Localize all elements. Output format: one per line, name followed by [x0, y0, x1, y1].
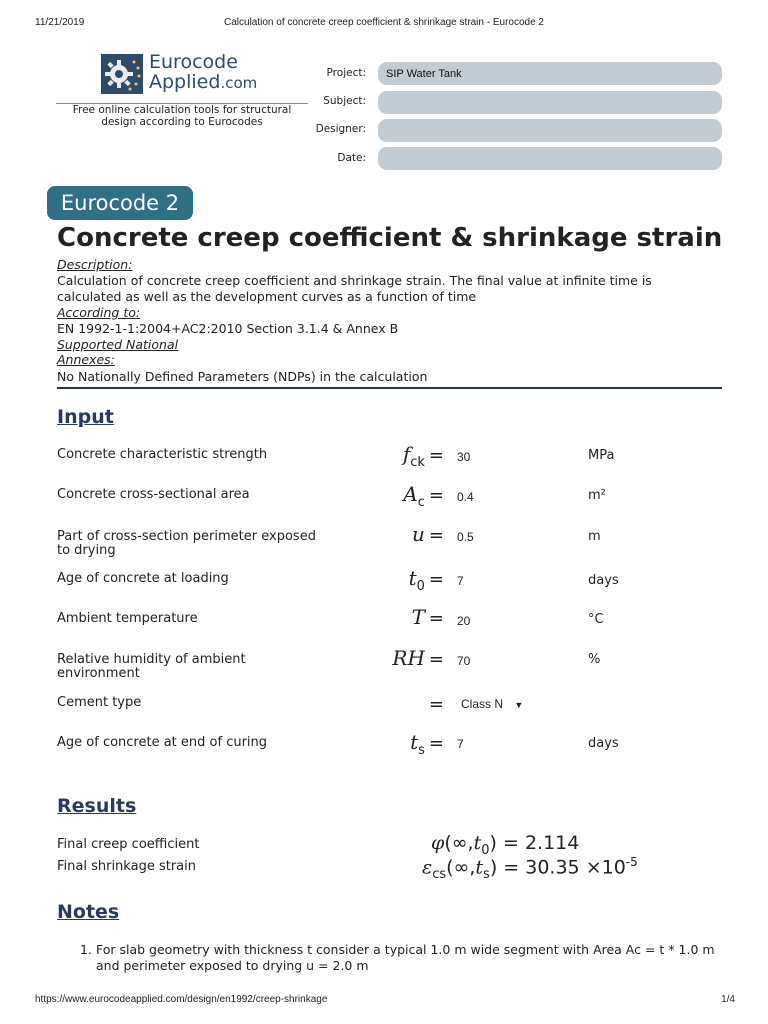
cement-type-select[interactable]: Class N ▼ — [461, 697, 524, 711]
results-heading: Results — [57, 795, 137, 817]
u-unit: m — [588, 529, 601, 544]
gear-icon — [101, 54, 143, 94]
tagline: Free online calculation tools for structural design according to Eurocodes — [72, 104, 292, 128]
according-label: According to: — [57, 305, 141, 320]
annexes-text: No Nationally Defined Parameters (NDPs) in the calculation — [57, 369, 428, 384]
subject-label: Subject: — [323, 95, 366, 107]
project-field[interactable]: SIP Water Tank — [378, 62, 722, 85]
temperature-label: Ambient temperature — [57, 611, 198, 626]
print-date: 11/21/2019 — [35, 17, 85, 28]
print-url[interactable]: https://www.eurocodeapplied.com/design/en1992/creep-shrinkage — [35, 994, 328, 1005]
fck-input[interactable]: 30 — [457, 450, 471, 464]
shrinkage-result: $\varepsilon_{cs}(\infty,t_s) = 30.35 \times 10^{-5}$ — [422, 855, 638, 883]
u-input[interactable]: 0.5 — [457, 530, 474, 544]
creep-result: $\varphi(\infty,t_0) = 2.114$ — [431, 832, 580, 858]
print-title: Calculation of concrete creep coefficient & shrinkage strain - Eurocode 2 — [224, 17, 544, 28]
t0-input[interactable]: 7 — [457, 574, 464, 588]
ac-unit: m² — [588, 488, 606, 503]
annexes-label-2: Annexes: — [57, 352, 115, 367]
note-item: For slab geometry with thickness t consider a typical 1.0 m wide segment with Area Ac = t * 1.0 m and perimeter exposed to drying u = 2.0 m — [96, 942, 715, 973]
page-title: Concrete creep coefficient & shrinkage strain — [57, 223, 723, 253]
rh-label: Relative humidity of ambient environment — [57, 652, 246, 681]
subject-field[interactable] — [378, 91, 722, 114]
dropdown-arrow-icon: ▼ — [514, 700, 524, 710]
shrinkage-label: Final shrinkage strain — [57, 859, 196, 874]
date-field[interactable] — [378, 147, 722, 170]
fck-label: Concrete characteristic strength — [57, 447, 268, 462]
date-label: Date: — [337, 152, 366, 164]
ac-symbol: $A_c$ = — [403, 482, 444, 510]
description-label: Description: — [57, 257, 133, 272]
u-symbol: u = — [412, 522, 444, 546]
description-text: Calculation of concrete creep coefficient and shrinkage strain. The final value at infinite time is calculated as well as the development curves as a function of time — [57, 273, 652, 304]
eurocode-applied-logo[interactable] — [101, 51, 271, 96]
t0-unit: days — [588, 573, 619, 588]
u-label: Part of cross-section perimeter exposed to drying — [57, 529, 316, 558]
cement-label: Cement type — [57, 695, 142, 710]
t0-label: Age of concrete at loading — [57, 571, 229, 586]
note-number: 1. — [80, 942, 92, 957]
ac-input[interactable]: 0.4 — [457, 490, 474, 504]
fck-unit: MPa — [588, 448, 615, 463]
rh-input[interactable]: 70 — [457, 654, 471, 668]
ac-label: Concrete cross-sectional area — [57, 487, 250, 502]
temperature-symbol: T = — [411, 605, 444, 629]
designer-label: Designer: — [315, 123, 366, 135]
temperature-unit: °C — [588, 612, 604, 627]
print-page-number: 1/4 — [721, 994, 735, 1005]
cement-equals: = — [428, 694, 444, 715]
ts-unit: days — [588, 736, 619, 751]
project-label: Project: — [326, 67, 366, 79]
according-text: EN 1992-1-1:2004+AC2:2010 Section 3.1.4 & Annex B — [57, 321, 399, 336]
eurocode-badge: Eurocode 2 — [47, 186, 193, 220]
ts-symbol: $t_s$ = — [410, 730, 444, 758]
creep-label: Final creep coefficient — [57, 837, 200, 852]
temperature-input[interactable]: 20 — [457, 614, 471, 628]
ts-input[interactable]: 7 — [457, 737, 464, 751]
fck-symbol: $f_{ck}$ = — [402, 442, 444, 470]
annexes-label-1: Supported National — [57, 337, 179, 352]
notes-heading: Notes — [57, 901, 120, 923]
logo-text: Eurocode Applied.com — [149, 51, 258, 93]
input-heading: Input — [57, 406, 114, 428]
designer-field[interactable] — [378, 119, 722, 142]
t0-symbol: $t_0$ = — [408, 566, 444, 594]
section-divider — [57, 387, 722, 389]
rh-symbol: RH = — [392, 646, 444, 670]
rh-unit: % — [588, 652, 601, 667]
ts-label: Age of concrete at end of curing — [57, 735, 268, 750]
